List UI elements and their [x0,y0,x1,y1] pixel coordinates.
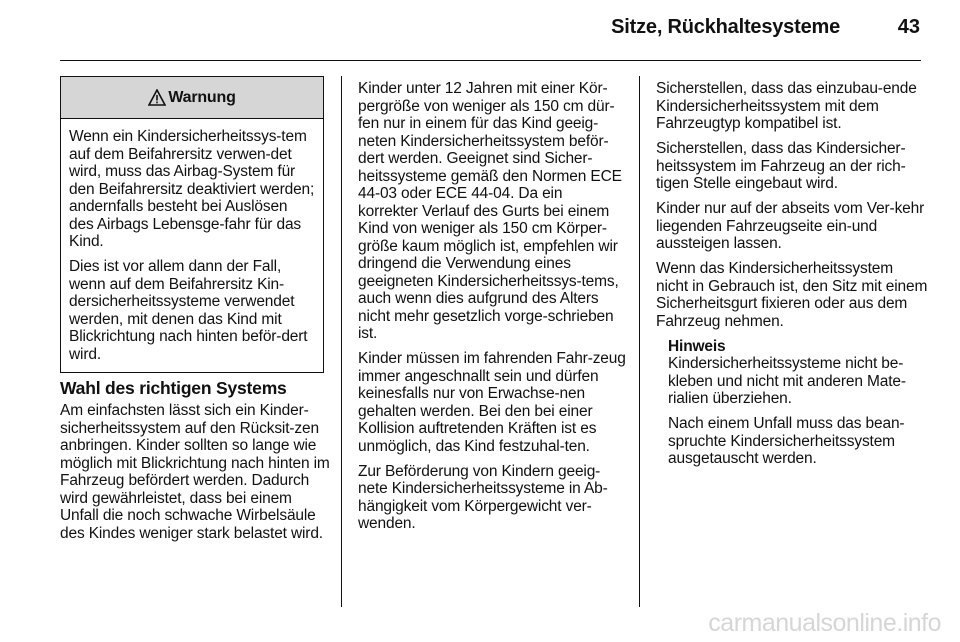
column-divider [639,76,640,607]
note-title: Hinweis [668,337,726,355]
paragraph: Kinder müssen im fahrenden Fahr-zeug immer angeschnallt sein und dürfen keinesfalls nur von Erwachse-nen gehalten werden. Bei den bei einer Kollision auftretenden Kräften ist es unmöglich, das Kind festzuhal-ten. [358,350,626,455]
warning-header [61,77,323,119]
page-title: Sitze, Rückhaltesysteme [611,16,840,38]
page-number: 43 [897,16,920,38]
warning-title: Warnung [168,88,236,106]
paragraph: Zur Beförderung von Kindern geeig-nete Kindersicherheitssysteme in Ab-hängigkeit vom Körpergewicht ver-wenden. [358,462,608,532]
warning-paragraph: Wenn ein Kindersicherheitssys-tem auf dem Beifahrersitz verwen-det wird, muss das Airbag-System für den Beifahrersitz deaktiviert werden; andernfalls besteht bei Auslösen des Airbags Lebensge-fahr für das Kind. [69,128,315,250]
right-column [656,80,928,475]
warning-triangle-icon [148,89,166,106]
section-body: Am einfachsten lässt sich ein Kinder-sicherheitssystem auf den Rücksit-zen anbringen. Kinder sollten so lange wie möglich mit Blickrichtung nach hinten im Fahrzeug befördert werden. Dadurch wird gewährleistet, dass bei einem Unfall die noch schwache Wirbelsäule des Kindes weniger stark belastet wird. [60,402,330,542]
middle-column [358,80,626,540]
paragraph: Kinder unter 12 Jahren mit einer Kör-pergröße von weniger als 150 cm dür-fen nur in einem für das Kind geeig-neten Kindersicherheitssystem beför-dert werden. Geeignet sind Sicher-heitssysteme gemäß den Normen ECE 44-03 oder ECE 44-04. Da ein korrekter Verlauf des Gurts bei einem Kind von weniger als 150 cm Körper-größe kaum möglich ist, empfehlen wir dringend die Verwendung eines geeigneten Kindersicherheitssys-tems, auch wenn dies aufgrund des Alters nicht mehr gesetzlich vorge-schrieben ist. [358,80,622,342]
note-block [668,338,928,468]
column-divider [341,76,342,607]
note-paragraph: Kindersicherheitssysteme nicht be-kleben und nicht mit anderen Mate-rialien überziehen. [668,355,906,407]
paragraph: Wenn das Kindersicherheitssystem nicht in Gebrauch ist, den Sitz mit einem Sicherheitsgurt fixieren oder aus dem Fahrzeug nehmen. [656,260,928,330]
section-heading: Wahl des richtigen Systems [60,378,287,398]
warning-paragraph: Dies ist vor allem dann der Fall, wenn auf dem Beifahrersitz Kin-dersicherheitssysteme verwendet werden, mit denen das Kind mit Blickrichtung nach hinten beför-dert wird. [69,258,308,363]
watermark: carmanualsonline.info [708,609,941,637]
paragraph: Sicherstellen, dass das Kindersicher-heitssystem im Fahrzeug an der rich-tigen Stelle eingebaut wird. [656,140,906,192]
warning-box [60,76,324,373]
paragraph: Sicherstellen, dass das einzubau-ende Kindersicherheitssystem mit dem Fahrzeugtyp kompatibel ist. [656,80,917,132]
note-paragraph: Nach einem Unfall muss das bean-spruchte Kindersicherheitssystem ausgetauscht werden. [668,415,905,467]
warning-body [61,119,323,363]
paragraph: Kinder nur auf der abseits vom Ver-kehr liegenden Fahrzeugseite ein-und aussteigen lassen. [656,200,925,252]
header-divider [60,60,921,61]
